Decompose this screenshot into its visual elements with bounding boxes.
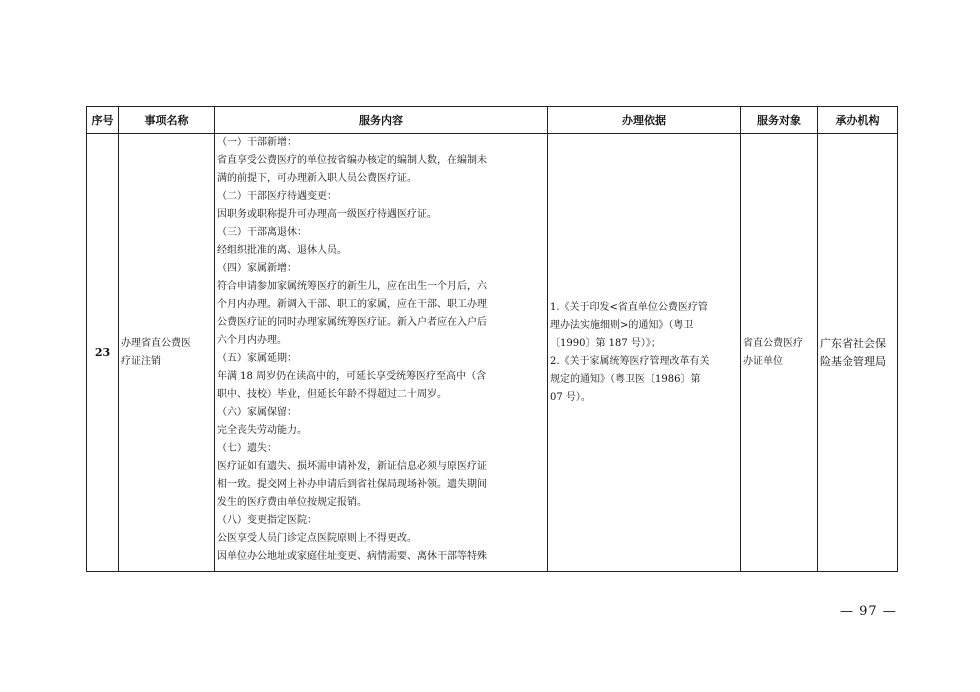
organization-line: 广东省社会保: [820, 336, 886, 350]
item-name-cell: [119, 134, 215, 572]
basis-line: 理办法实施细则>的通知》（粤卫: [550, 319, 694, 331]
content-line: 符合申请参加家属统筹医疗的新生儿，应在出生一个月后，六: [217, 281, 487, 292]
table-header-row: [87, 107, 898, 134]
content-line: （二）干部医疗待遇变更：: [217, 191, 337, 202]
basis-cell: [548, 134, 741, 572]
content-line: 发生的医疗费由单位按规定报销。: [217, 497, 367, 508]
content-line: 完全丧失劳动能力。: [217, 425, 307, 436]
content-line: （八）变更指定医院：: [217, 515, 317, 526]
content-line: 因单位办公地址或家庭住址变更、病情需要、离休干部等特殊: [217, 551, 487, 562]
item-name-line: 疗证注销: [121, 355, 161, 367]
target-line: 省直公费医疗: [743, 337, 803, 349]
content-line: 个月内办理。新调入干部、职工的家属，应在干部、职工办理: [217, 299, 487, 310]
basis-line: 07 号）。: [550, 391, 591, 403]
content-line: 职中、技校）毕业，但延长年龄不得超过二十周岁。: [217, 389, 447, 400]
service-table: [86, 106, 898, 572]
target-line: 办证单位: [743, 355, 783, 367]
item-name-line: 办理省直公费医: [121, 337, 191, 349]
content-line: 医疗证如有遗失、损坏需申请补发，新证信息必须与原医疗证: [217, 461, 487, 472]
content-line: 因职务或职称提升可办理高一级医疗待遇医疗证。: [217, 209, 437, 220]
organization-cell: [818, 134, 898, 572]
table-row: [87, 134, 898, 572]
header-target: 服务对象: [741, 107, 818, 134]
basis-line: 2.《关于家属统筹医疗管理改革有关: [550, 355, 710, 367]
content-line: 满的前提下，可办理新入职人员公费医疗证。: [217, 173, 417, 184]
content-line: （六）家属保留：: [217, 407, 297, 418]
content-line: 公医享受人员门诊定点医院原则上不得更改。: [217, 533, 417, 544]
page-number: — 97 —: [840, 604, 897, 619]
basis-line: 规定的通知》（粤卫医〔1986〕第: [550, 373, 701, 385]
header-service-content: 服务内容: [215, 107, 548, 134]
basis-line: 〔1990〕第 187 号）》；: [550, 337, 661, 349]
header-item-name: 事项名称: [119, 107, 215, 134]
content-line: 年满 18 周岁仍在读高中的，可延长享受统筹医疗至高中（含: [217, 371, 487, 382]
header-organization: 承办机构: [818, 107, 898, 134]
content-line: 省直享受公费医疗的单位按省编办核定的编制人数，在编制未: [217, 155, 487, 166]
basis-line: 1.《关于印发<省直单位公费医疗管: [550, 301, 708, 313]
content-line: 公费医疗证的同时办理家属统筹医疗证。新入户者应在入户后: [217, 317, 487, 328]
row-index: 23: [87, 134, 119, 572]
content-line: 六个月内办理。: [217, 335, 287, 346]
header-index: 序号: [87, 107, 119, 134]
content-line: 相一致。提交网上补办申请后到省社保局现场补领。遗失期间: [217, 479, 487, 490]
content-line: （七）遗失：: [217, 443, 277, 454]
header-basis: 办理依据: [548, 107, 741, 134]
service-content-cell: [215, 134, 548, 572]
content-line: （四）家属新增：: [217, 263, 297, 274]
organization-line: 险基金管理局: [820, 354, 886, 368]
content-line: （五）家属延期：: [217, 353, 297, 364]
content-line: 经组织批准的离、退休人员。: [217, 245, 347, 256]
target-cell: [741, 134, 818, 572]
content-line: （三）干部离退休：: [217, 227, 307, 238]
content-line: （一）干部新增：: [217, 137, 297, 148]
